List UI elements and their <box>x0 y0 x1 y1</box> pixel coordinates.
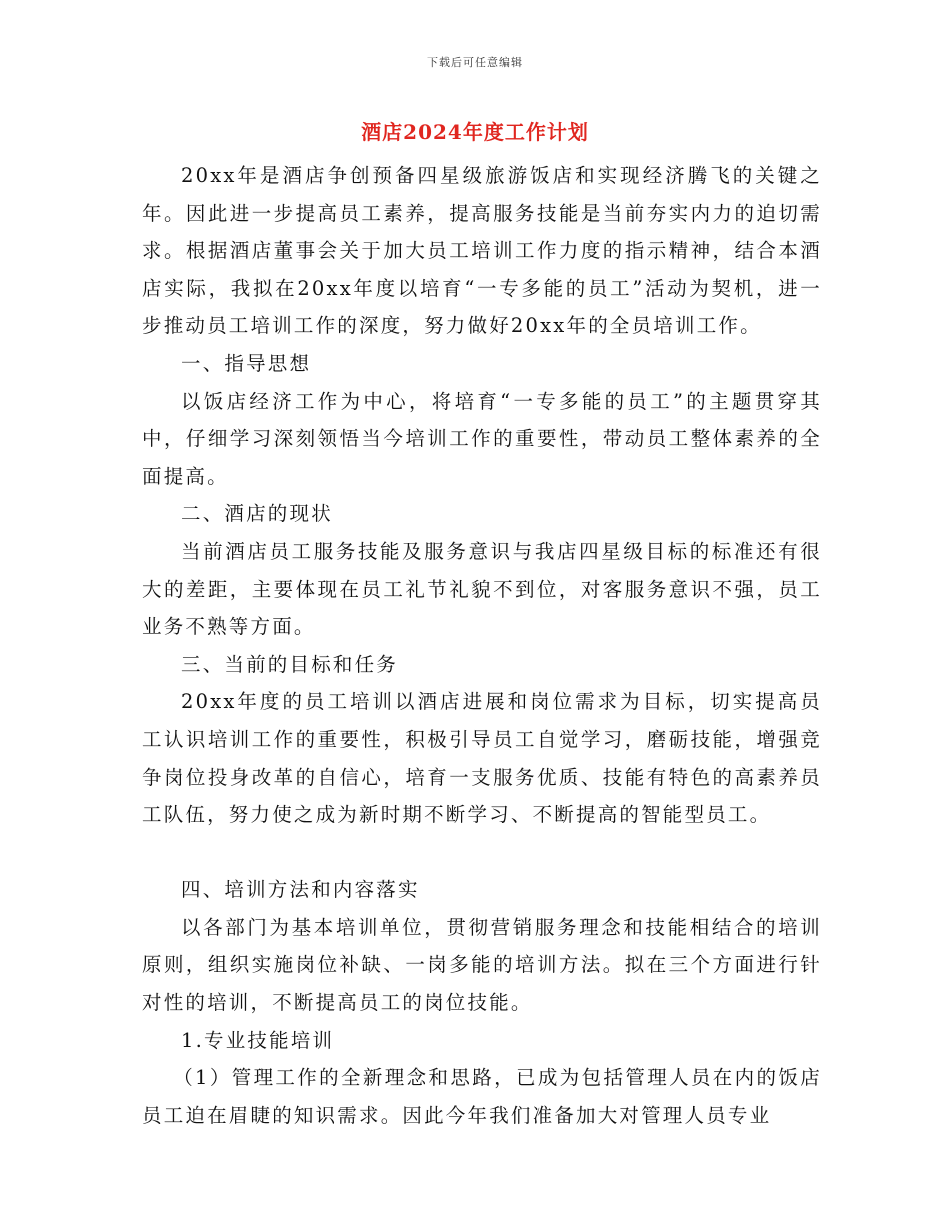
section-heading-current-status: 二、酒店的现状 <box>181 502 333 526</box>
document-body <box>142 157 822 1134</box>
document-title: 酒店2024年度工作计划 <box>361 120 589 144</box>
section-heading-training-methods: 四、培训方法和内容落实 <box>181 878 420 902</box>
current-status-paragraph: 当前酒店员工服务技能及服务意识与我店四星级目标的标准还有很大的差距，主要体现在员工礼节礼貌不到位，对客服务意识不强，员工业务不熟等方面。 <box>142 539 822 639</box>
section-heading-goals-tasks: 三、当前的目标和任务 <box>181 652 399 676</box>
header-note: 下载后可任意编辑 <box>427 56 523 69</box>
guiding-ideology-paragraph: 以饭店经济工作为中心，将培育“一专多能的员工”的主题贯穿其中，仔细学习深刻领悟当今培训工作的重要性，带动员工整体素养的全面提高。 <box>142 389 822 488</box>
subheading-professional-skills: 1.专业技能培训 <box>181 1028 335 1052</box>
intro-paragraph: 20xx年是酒店争创预备四星级旅游饭店和实现经济腾飞的关键之年。因此进一步提高员工素养，提高服务技能是当前夯实内力的迫切需求。根据酒店董事会关于加大员工培训工作力度的指示精神，结合本酒店实际，我拟在20xx年度以培育“一专多能的员工”活动为契机，进一步推动员工培训工作的深度，努力做好20xx年的全员培训工作。 <box>142 164 822 338</box>
training-methods-paragraph: 以各部门为基本培训单位，贯彻营销服务理念和技能相结合的培训原则，组织实施岗位补缺、一岗多能的培训方法。拟在三个方面进行针对性的培训，不断提高员工的岗位技能。 <box>142 915 822 1015</box>
professional-skills-paragraph: （1）管理工作的全新理念和思路，已成为包括管理人员在内的饭店员工迫在眉睫的知识需求。因此今年我们准备加大对管理人员专业 <box>142 1066 822 1127</box>
goals-tasks-paragraph: 20xx年度的员工培训以酒店进展和岗位需求为目标，切实提高员工认识培训工作的重要性，积极引导员工自觉学习，磨砺技能，增强竞争岗位投身改革的自信心，培育一支服务优质、技能有特色的高素养员工队伍，努力使之成为新时期不断学习、不断提高的智能型员工。 <box>142 690 822 827</box>
section-heading-guiding-ideology: 一、指导思想 <box>181 351 312 375</box>
